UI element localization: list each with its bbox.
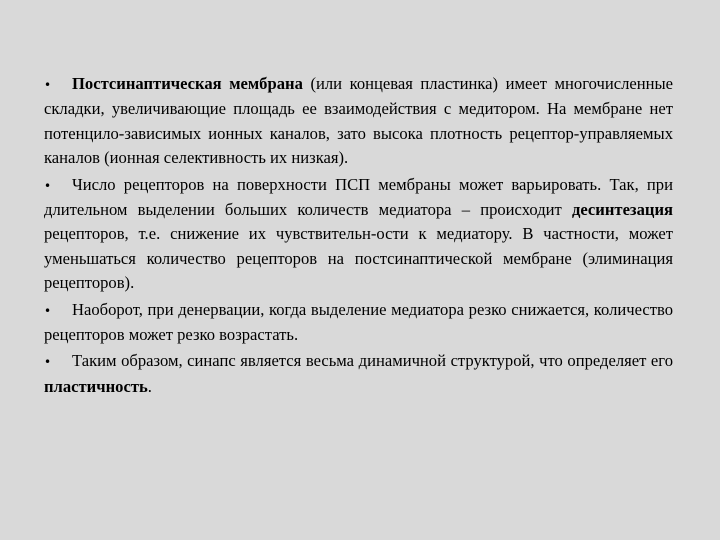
slide-body	[44, 72, 673, 401]
bullet-marker: •	[44, 355, 52, 370]
bullet-paragraph-1	[44, 72, 673, 171]
paragraph-text: Число рецепторов на поверхности ПСП мембраны может варьировать. Так, при длительном выделении больших количеств медиатора – происходит	[44, 174, 673, 220]
bullet-paragraph-3	[44, 298, 673, 348]
bold-term: Постсинаптическая мембрана	[72, 74, 303, 93]
paragraph-text: .	[147, 376, 152, 396]
paragraph-text: (или концевая пластинка) имеет многочисленные складки, увеличивающие площадь ее взаимодействия с медитором. На мембране нет потенцило-зависимых ионных каналов, зато высока плотность рецептор-управляемых каналов (ионная селективность их низкая).	[44, 74, 674, 168]
bullet-paragraph-2	[44, 173, 673, 296]
paragraph-text: рецепторов, т.е. снижение их чувствительн-ости к медиатору. В частности, может уменьшаться количество рецепторов на постсинаптической мембране (элиминация рецепторов).	[44, 224, 673, 293]
bullet-marker: •	[44, 78, 52, 92]
paragraph-text: Наоборот, при денервации, когда выделение медиатора резко снижается, количество рецепторов может резко возрастать.	[44, 299, 673, 345]
paragraph-text: Таким образом, синапс является весьма динамичной структурой, что определяет его	[72, 351, 673, 371]
bold-term: пластичность	[44, 376, 148, 396]
bold-term: десинтезация	[571, 200, 673, 220]
bullet-marker: •	[44, 178, 52, 193]
bullet-paragraph-4	[44, 349, 673, 399]
bullet-marker: •	[44, 303, 52, 318]
